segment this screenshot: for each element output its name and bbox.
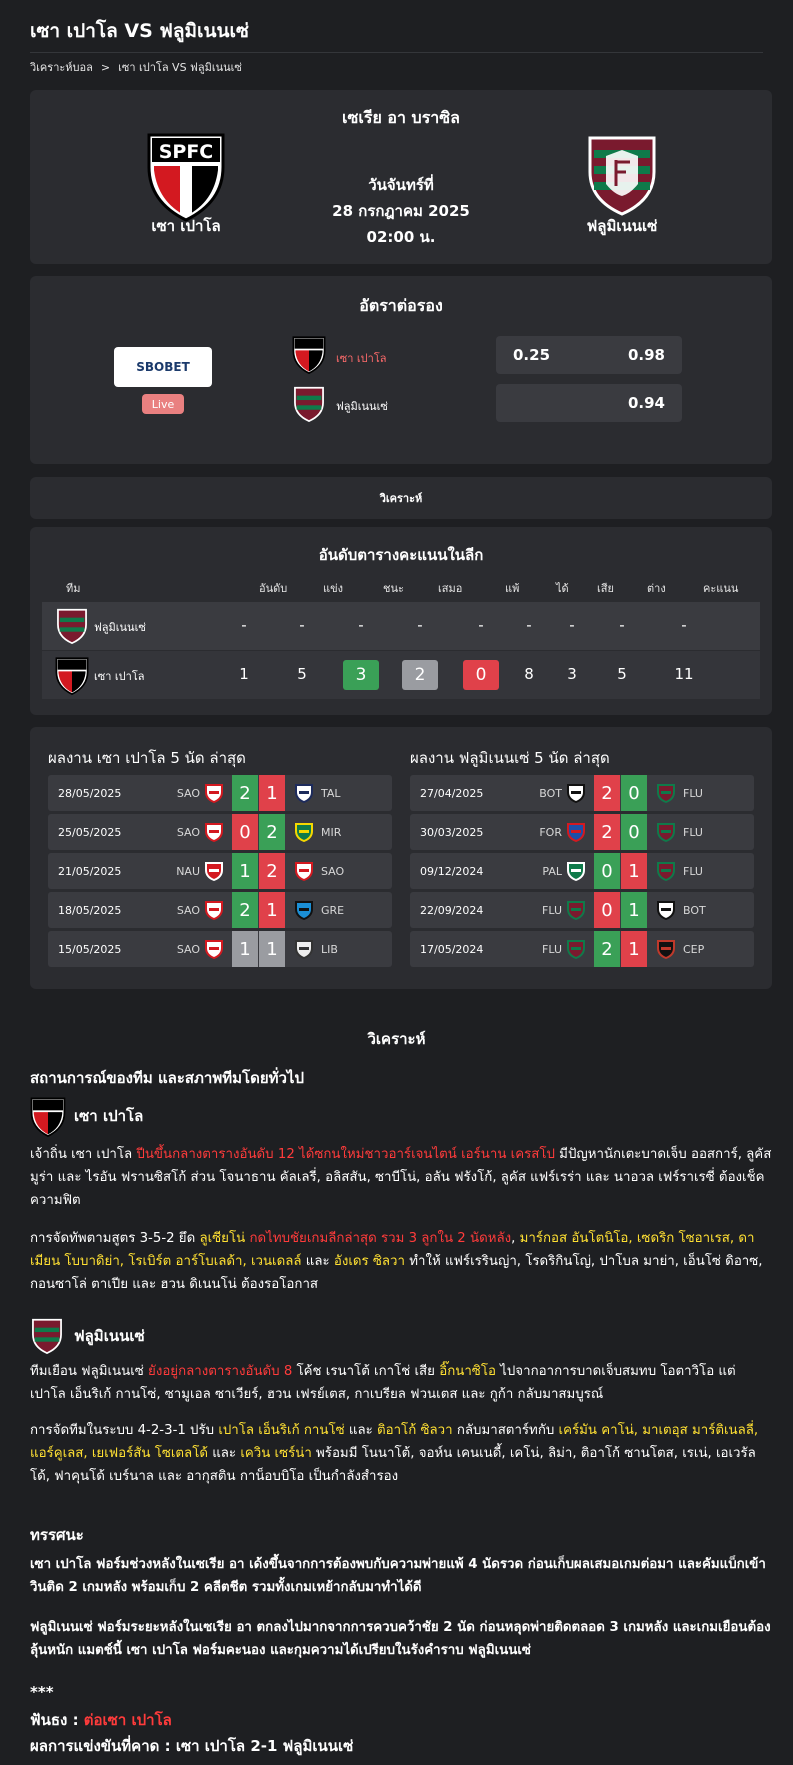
score-left: 2: [232, 775, 258, 811]
analysis-tab[interactable]: วิเคราะห์: [30, 477, 772, 519]
highlight-text: เคร์มัน คาโน่, มาเตอุส มาร์ติเนลลี่, แอร์คูเลส, เยเฟอร์สัน โซเตลโด้: [30, 1423, 759, 1461]
pick-value: ต่อเซา เปาโล: [83, 1711, 172, 1729]
highlight-text: อังเดร ซิลวา: [333, 1254, 405, 1269]
left-team-abbr: FLU: [542, 943, 562, 956]
highlight-text: ปีนขึ้นกลางตารางอันดับ 12 ได้ซกนใหม่ชาวอาร์เจนไตน์ เอร์นาน เครสโป: [136, 1147, 555, 1162]
standings-card: [30, 527, 772, 715]
odds-away-name: ฟลูมิเนนเซ่: [336, 400, 388, 413]
breadcrumb-current: เซา เปาโล VS ฟลูมิเนนเซ่: [118, 61, 242, 74]
recent-form-card: [30, 727, 772, 989]
left-team-abbr: FLU: [542, 904, 562, 917]
col-ga: เสีย: [597, 582, 614, 595]
match-row[interactable]: [410, 931, 754, 967]
home-paragraph-1: [30, 1143, 772, 1212]
match-row[interactable]: [48, 931, 392, 967]
flu-logo-icon: [656, 783, 676, 803]
cell-draw: -: [417, 616, 423, 634]
right-team-abbr: FLU: [683, 826, 703, 839]
article-subtitle: สถานการณ์ของทีม และสภาพทีมโดยทั่วไป: [30, 1069, 304, 1087]
body-text: โค้ช เรนาโต้ เกาโช่ เสีย: [292, 1364, 440, 1379]
match-header-card: [30, 90, 772, 264]
score-right: 1: [621, 931, 647, 967]
cell-gf: -: [526, 616, 532, 634]
verdict-paragraph-1: เซา เปาโล ฟอร์มช่วงหลังในเซเรีย อา เด้งขึ้นจากการต้องพบกับความพ่ายแพ้ 4 นัดรวด ก่อนเก็บผลเสมอเกมต่อมา และคัมแบ็กเข้าวินติด 2 เกมหลัง พร้อมเก็บ 2 คลีตชีต รวมทั้งเกมเหย้ากลับมาทำได้ดี: [30, 1557, 766, 1595]
body-text: กลับมาสตาร์ทกับ: [452, 1423, 559, 1438]
left-team-abbr: BOT: [539, 787, 562, 800]
flu-logo-icon: [656, 861, 676, 881]
match-date: 18/05/2025: [58, 904, 122, 917]
body-text: และ: [207, 1446, 241, 1461]
col-loss: แพ้: [505, 582, 520, 595]
body-text: การจัดทีมในระบบ 4-2-3-1 ปรับ: [30, 1423, 219, 1438]
match-row[interactable]: [410, 853, 754, 889]
fluminense-small-icon: [56, 608, 88, 644]
body-text: เจ้าถิ่น เซา เปาโล: [30, 1147, 137, 1162]
match-datetime: [30, 172, 772, 250]
table-row: [42, 651, 760, 699]
left-team-abbr: PAL: [542, 865, 562, 878]
sao-logo-icon: [204, 822, 224, 842]
highlight-text: ติอาโก้ ซิลวา: [376, 1423, 453, 1438]
spfc-small-icon: [292, 336, 326, 374]
page-title: เซา เปาโล VS ฟลูมิเนนเซ่: [30, 20, 249, 42]
match-date: 21/05/2025: [58, 865, 122, 878]
score-left: 2: [232, 892, 258, 928]
team-name[interactable]: เซา เปาโล: [94, 670, 145, 683]
match-date: 22/09/2024: [420, 904, 484, 917]
highlight-text: เปาโล เอ็นริเก้ กานโซ่: [218, 1423, 345, 1438]
flu-logo-icon: [566, 939, 586, 959]
cell-gd: -: [619, 616, 625, 634]
score-right: 1: [259, 775, 285, 811]
gre-logo-icon: [294, 900, 314, 920]
away-paragraph-2: [30, 1419, 772, 1488]
cell-draw: 2: [402, 660, 438, 690]
col-pts: คะแนน: [703, 582, 739, 595]
score-right: 1: [621, 853, 647, 889]
match-date: 15/05/2025: [58, 943, 122, 956]
home-team-name: เซา เปาโล: [151, 217, 221, 235]
col-rank: อันดับ: [259, 582, 288, 595]
score-left: 2: [594, 814, 620, 850]
match-date: 09/12/2024: [420, 865, 484, 878]
cell-pts: -: [681, 616, 687, 634]
left-team-abbr: SAO: [176, 787, 200, 800]
cell-loss: -: [478, 616, 484, 634]
match-date: 27/04/2025: [420, 787, 484, 800]
match-date: 30/03/2025: [420, 826, 484, 839]
right-team-abbr: MIR: [321, 826, 342, 839]
away-price: 0.94: [627, 394, 665, 412]
flu-logo-icon: [566, 900, 586, 920]
score-left: 1: [232, 853, 258, 889]
body-text: ทีมเยือน ฟลูมิเนนเซ่: [30, 1364, 149, 1379]
sao-logo-icon: [294, 861, 314, 881]
breadcrumb-link-analysis[interactable]: วิเคราะห์บอล: [30, 61, 93, 74]
match-date: 28 กรกฎาคม 2025: [332, 202, 470, 220]
score-right: 1: [259, 931, 285, 967]
score-right: 1: [621, 892, 647, 928]
fluminense-crest-icon: [31, 1318, 63, 1354]
body-text: ไปจากอาการบาดเจ็บสมทบ โอตาวิโอ แต่ เปาโล เอ็นริเก้ กานโซ่, ซามูเอล ซาเวียร์, ฮวน เฟรย์เตส, กาเบรียล ฟวนเตส และ กูก้า กลับมาสมบูรณ์: [30, 1364, 736, 1402]
body-text: มีปัญหานักเตะบาดเจ็บ ออสการ์, ลูคัส มูร่า และ ไรอัน ฟรานซิสโก้ ส่วน โจนาธาน คัลเลรี่, อลิสสัน, ซาบีโน่, อลัน ฟรังโก้, ลูคัส แฟร์เรร่า และ นาอวล เฟร์ราเรซี่ ต้องเช็คความฟิต: [30, 1147, 772, 1208]
left-team-abbr: FOR: [539, 826, 562, 839]
home-paragraph-2: [30, 1227, 772, 1296]
predict-line: [30, 1734, 353, 1758]
sao-logo-icon: [204, 900, 224, 920]
spfc-crest-text: SPFC: [158, 141, 214, 163]
chevron-right-icon: >: [100, 61, 111, 74]
home-price: 0.98: [627, 346, 665, 364]
score-left: 2: [594, 775, 620, 811]
highlight-text: มาร์กอส อันโตนิโอ, เซดริก โซอาเรส, ดาเมียน โบบาดิย่า, โรเบิร์ต อาร์โบเลด้า, เวนเดลล์: [30, 1231, 755, 1269]
body-text: และ: [344, 1423, 377, 1438]
cell-ga: 3: [567, 665, 577, 683]
right-team-abbr: SAO: [321, 865, 345, 878]
for-logo-icon: [566, 822, 586, 842]
article-section-title: วิเคราะห์: [367, 1030, 426, 1048]
flu-logo-icon: [656, 822, 676, 842]
verdict-title: ทรรศนะ: [30, 1526, 84, 1544]
highlight-text: เควิน เซร์น่า: [240, 1446, 312, 1461]
bot-logo-icon: [566, 783, 586, 803]
spfc-small-icon: [55, 657, 89, 695]
col-win: ชนะ: [383, 582, 404, 595]
cell-win: -: [358, 616, 364, 634]
lib-logo-icon: [294, 939, 314, 959]
score-right: 0: [621, 814, 647, 850]
score-right: 2: [259, 814, 285, 850]
away-team-name: ฟลูมิเนนเซ่: [586, 217, 658, 235]
score-right: 2: [259, 853, 285, 889]
right-team-abbr: GRE: [321, 904, 345, 917]
predict-label: ผลการแข่งขันที่คาด :: [30, 1737, 176, 1755]
cell-pts: 11: [674, 665, 694, 683]
pal-logo-icon: [566, 861, 586, 881]
match-date: 25/05/2025: [58, 826, 122, 839]
left-team-abbr: NAU: [176, 865, 200, 878]
highlight-text: ยังอยู่กลางตารางอันดับ 8: [148, 1364, 293, 1379]
bot-logo-icon: [656, 900, 676, 920]
sao-logo-icon: [204, 939, 224, 959]
match-row[interactable]: [410, 775, 754, 811]
odds-home-name: เซา เปาโล: [336, 352, 387, 365]
breadcrumb: [30, 58, 242, 76]
score-left: 0: [232, 814, 258, 850]
spfc-crest-icon: [146, 132, 226, 222]
cell-played: 5: [297, 665, 307, 683]
cell-gf: 8: [524, 665, 534, 683]
odds-card: [30, 276, 772, 464]
left-team-abbr: SAO: [176, 904, 200, 917]
cell-rank: -: [241, 616, 247, 634]
fluminense-crest-icon: [586, 134, 658, 216]
standings-title: อันดับตารางคะแนนในลีก: [318, 546, 484, 564]
col-draw: เสมอ: [438, 582, 463, 595]
col-gf: ได้: [556, 582, 569, 595]
match-date: 28/05/2025: [58, 787, 122, 800]
away-paragraph-1: [30, 1360, 772, 1406]
match-row[interactable]: [48, 814, 392, 850]
body-text: และ: [301, 1254, 334, 1269]
cell-rank: 1: [239, 665, 249, 683]
predict-value: เซา เปาโล 2-1 ฟลูมิเนนเซ่: [175, 1737, 354, 1755]
match-date: 17/05/2024: [420, 943, 484, 956]
right-team-abbr: FLU: [683, 865, 703, 878]
odds-title: อัตราต่อรอง: [359, 296, 443, 315]
cell-win: 3: [343, 660, 379, 690]
score-left: 1: [232, 931, 258, 967]
match-row[interactable]: [410, 814, 754, 850]
left-team-abbr: SAO: [176, 943, 200, 956]
home-form-title: ผลงาน เซา เปาโล 5 นัด ล่าสุด: [48, 749, 246, 767]
league-name: เซเรีย อา บราซิล: [342, 108, 460, 127]
match-row[interactable]: [48, 853, 392, 889]
match-row[interactable]: [48, 892, 392, 928]
score-left: 0: [594, 853, 620, 889]
body-text: การจัดทัพตามสูตร 3-5-2 ยึด: [30, 1231, 200, 1246]
spfc-crest-icon: [30, 1097, 66, 1137]
away-form-title: ผลงาน ฟลูมิเนนเซ่ 5 นัด ล่าสุด: [410, 749, 610, 767]
match-day: วันจันทร์ที่: [368, 176, 434, 194]
mir-logo-icon: [294, 822, 314, 842]
match-time: 02:00 น.: [366, 228, 436, 246]
sao-logo-icon: [204, 783, 224, 803]
match-row[interactable]: [48, 775, 392, 811]
highlight-text: อิ๊กนาซิโอ: [439, 1364, 496, 1379]
right-team-abbr: LIB: [321, 943, 338, 956]
score-right: 0: [621, 775, 647, 811]
body-text: พร้อมมี โนนาโต้, จอห์น เคนเนดี้, เคโน่, ลิม่า, ติอาโก้ ซานโตส, เรเน่, เอเวรัลโด้, ฟาคุนโด้ เบร์นาล และ อากุสติน กาน็อบบิโอ เป็นกำลังสำรอง: [30, 1446, 756, 1484]
match-row[interactable]: [410, 892, 754, 928]
sbobet-logo[interactable]: [114, 347, 212, 387]
col-team: ทีม: [66, 582, 81, 595]
cell-played: -: [299, 616, 305, 634]
team-name[interactable]: ฟลูมิเนนเซ่: [94, 621, 146, 634]
article-away-team: ฟลูมิเนนเซ่: [74, 1327, 145, 1345]
highlight-text: ลูเซียโน่: [199, 1231, 246, 1246]
right-team-abbr: TAL: [321, 787, 341, 800]
verdict-paragraph-2: ฟลูมิเนนเซ่ ฟอร์มระยะหลังในเซเรีย อา ตกลงไปมากจากการควบคว้าชัย 2 นัด ก่อนหลุดพ่ายติดตลอด 3 เกมหลัง และเกมเยือนต้องลุ้นหนัก แมตช์นี้ เซา เปาโล ฟอร์มคะนอง และกุมความได้เปรียบในรังคำราบ ฟลูมิเนนเซ่: [30, 1620, 771, 1658]
title-divider: [30, 52, 763, 53]
pick-label: ฟันธง :: [30, 1711, 84, 1729]
bookmaker-name: SBOBET: [136, 360, 190, 374]
article-home-team: เซา เปาโล: [74, 1107, 144, 1125]
tal-logo-icon: [294, 783, 314, 803]
nau-logo-icon: [204, 861, 224, 881]
right-team-abbr: FLU: [683, 787, 703, 800]
score-left: 2: [594, 931, 620, 967]
col-gd: ต่าง: [647, 582, 666, 595]
right-team-abbr: BOT: [683, 904, 706, 917]
body-text: ,: [511, 1231, 520, 1246]
score-right: 1: [259, 892, 285, 928]
cell-loss: 0: [463, 660, 499, 690]
highlight-text: กดไทบชัยเกมลีกล่าสุด รวม 3 ลูกใน 2 นัดหลัง: [249, 1231, 512, 1246]
pick-line: [30, 1708, 172, 1732]
home-handicap: 0.25: [513, 346, 551, 364]
odds-away-box[interactable]: [496, 384, 682, 422]
odds-home-box[interactable]: [496, 336, 682, 374]
left-team-abbr: SAO: [176, 826, 200, 839]
fluminense-small-icon: [293, 386, 325, 422]
body-text: ทำให้ แฟร์เรรินญ่า, โรดริกินโญ่, ปาโบล มาย่า, เอ็นโซ่ ดิอาซ, กอนซาโล่ ตาเปีย และ ฮวน ดิเนนโน่ ต้องรอโอกาส: [30, 1254, 763, 1292]
live-badge[interactable]: Live: [142, 394, 184, 414]
right-team-abbr: CEP: [683, 943, 705, 956]
cell-ga: -: [569, 616, 575, 634]
table-row: [42, 602, 760, 650]
cell-gd: 5: [617, 665, 627, 683]
cep-logo-icon: [656, 939, 676, 959]
col-played: แข่ง: [323, 582, 343, 595]
separator-stars: ***: [30, 1683, 54, 1701]
score-left: 0: [594, 892, 620, 928]
